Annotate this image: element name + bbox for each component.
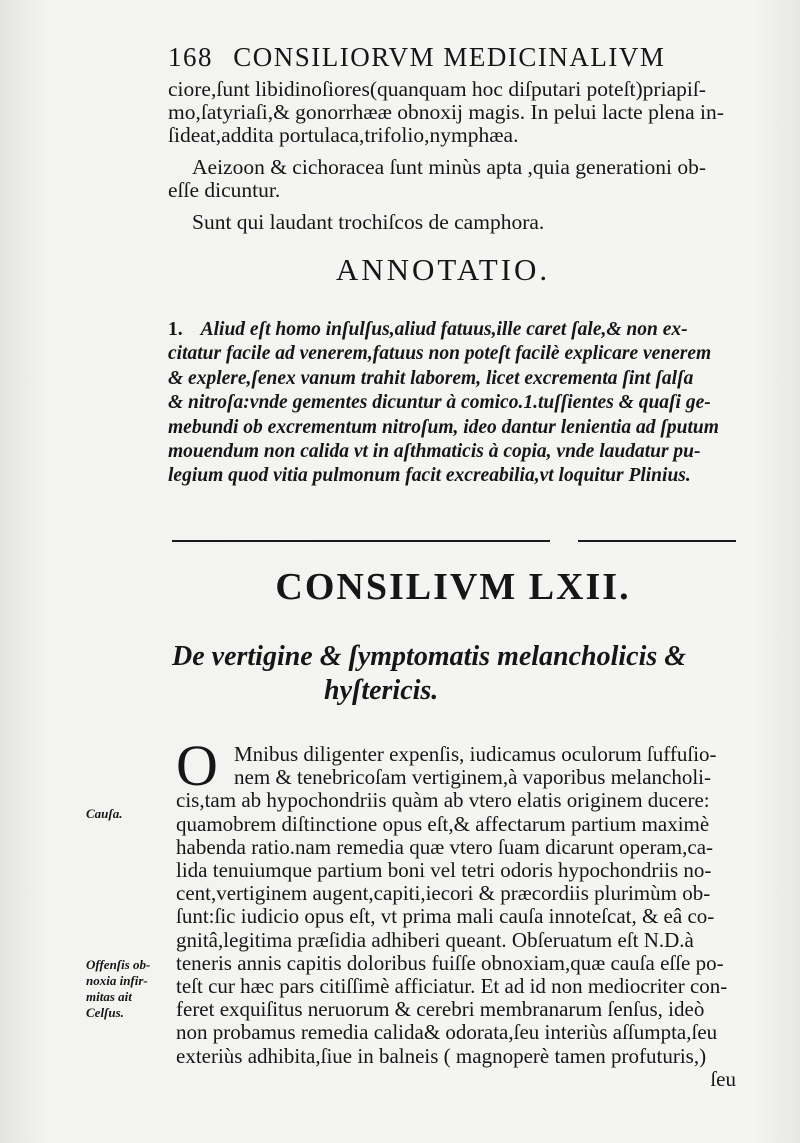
top-paragraph — [168, 78, 758, 234]
body-line: habenda ratio.nam remedia quæ vtero ſuam dicarunt operam,ca- — [176, 834, 714, 859]
margin-note-line: Celſus. — [86, 1005, 124, 1020]
text-line: Sunt qui laudant trochiſcos de camphora. — [192, 210, 545, 234]
margin-note-line: mitas ait — [86, 989, 132, 1004]
text-line: ſideat,addita portulaca,trifolio,nymphæa. — [168, 123, 519, 147]
text-line: mo,ſatyriaſi,& gonorrhææ obnoxij magis. In pelui lacte plena in- — [168, 100, 724, 124]
text-line: Aeizoon & cichoracea ſunt minùs apta ,quia generationi ob- — [192, 155, 707, 179]
margin-note-line: Offenſis ob- — [86, 957, 151, 972]
note-number: 1. — [168, 319, 183, 340]
body-paragraph — [176, 743, 766, 1091]
page-number: 168 — [168, 42, 213, 72]
subject-line: hyſtericis. — [324, 675, 439, 706]
body-line: Mnibus diligenter expenſis, iudicamus oculorum ſuffuſio- — [234, 742, 717, 766]
body-line: cent,vertiginem augent,capiti,iecori & præcordiis plurimùm ob- — [176, 881, 711, 906]
consilium-heading: CONSILIVM LXII. — [275, 566, 631, 608]
note-line: & explere,ſenex vanum trahit laborem, licet excrementa ſint ſalſa — [168, 367, 694, 389]
margin-note-offensis — [86, 957, 150, 1021]
note-line: mebundi ob excrementum nitroſum, ideo dantur lenientia ad ſputum — [168, 416, 719, 438]
body-line: quamobrem diſtinctione opus eſt,& affectarum partium maximè — [176, 811, 710, 836]
body-line: teneris annis capitis doloribus fuiſſe obnoxiam,quæ cauſa eſſe po- — [176, 950, 724, 975]
margin-note-line: noxia infir- — [86, 973, 148, 988]
body-line: lida tenuiumque partium boni vel tetri odoris hypochondriis no- — [176, 858, 712, 883]
annotatio-note — [168, 318, 758, 489]
body-line: non probamus remedia calida& odorata,ſeu interiùs aſſumpta,ſeu — [176, 1020, 718, 1045]
body-line: teſt cur hæc pars citiſſimè afficiatur. Et ad id non mediocriter con- — [176, 974, 728, 999]
running-title: CONSILIORVM MEDICINALIVM — [233, 42, 666, 72]
margin-note-causa: Cauſa. — [86, 806, 123, 821]
text-line: eſſe dicuntur. — [168, 178, 281, 202]
body-line: ſunt:ſic iudicio opus eſt, vt prima mali cauſa innoteſcat, & eâ co- — [176, 904, 715, 929]
consilium-subject — [172, 640, 762, 708]
note-line: legium quod vitia pulmonum facit excreabilia,vt loquitur Plinius. — [168, 465, 691, 487]
catchword: ſeu — [710, 1066, 736, 1091]
annotatio-heading: ANNOTATIO. — [335, 252, 551, 287]
drop-capital: O — [176, 733, 218, 798]
subject-line: De vertigine & ſymptomatis melancholicis & — [172, 641, 687, 672]
note-line: mouendum non calida vt in aſthmaticis à copia, vnde laudatur pu- — [168, 441, 701, 463]
section-rule — [578, 540, 736, 542]
body-line: gnitâ,legitima præſidia adhiberi queant. Obſeruatum eſt N.D.à — [176, 927, 694, 952]
body-line: nem & tenebricoſam vertiginem,à vaporibus melancholi- — [234, 765, 712, 790]
section-rule — [172, 540, 550, 542]
note-line: & nitroſa:vnde gementes dicuntur à comico.1.tuſſientes & quaſi ge- — [168, 392, 711, 414]
body-line: cis,tam ab hypochondriis quàm ab vtero elatis originem ducere: — [176, 788, 710, 813]
body-line: feret exquiſitus neruorum & cerebri membranarum ſenſus, ideò — [176, 997, 705, 1022]
note-line: Aliud eſt homo inſulſus,aliud fatuus,ille caret ſale,& non ex- — [200, 319, 688, 340]
note-line: citatur facile ad venerem,fatuus non poteſt facilè explicare venerem — [168, 343, 712, 365]
text-line: ciore,ſunt libidinoſiores(quanquam hoc diſputari poteſt)priapiſ- — [168, 77, 706, 101]
running-header — [168, 42, 728, 73]
body-line: exteriùs adhibita,ſiue in balneis ( magnoperè tamen profuturis,) — [176, 1043, 707, 1068]
